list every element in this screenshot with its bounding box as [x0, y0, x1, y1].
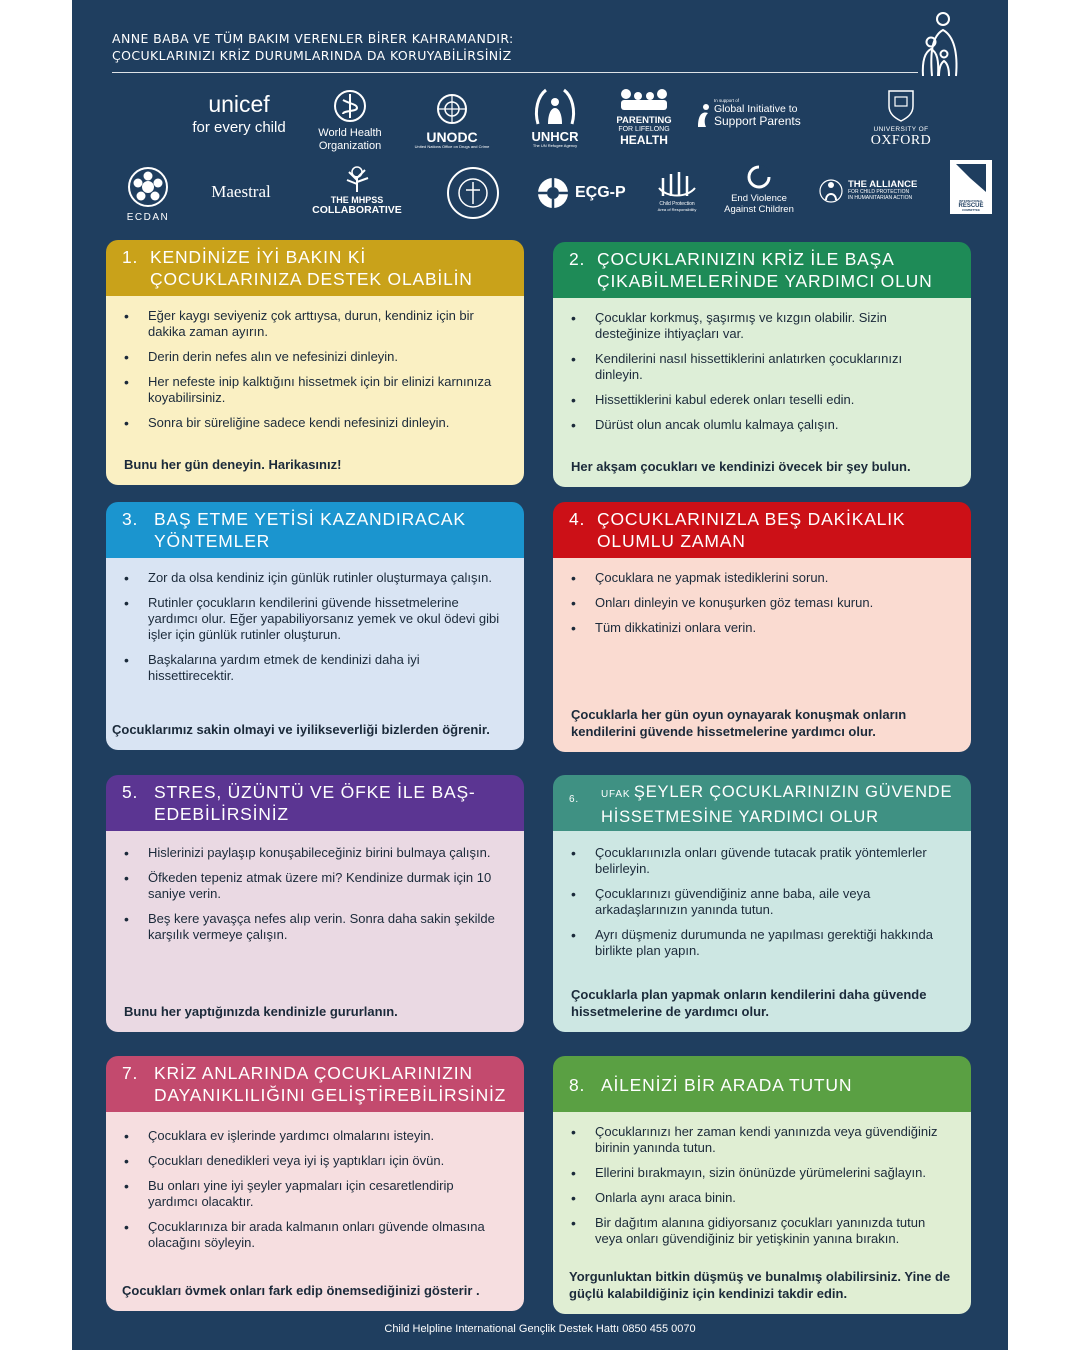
tip-card-2-body	[553, 298, 971, 487]
list-item: • Bir dağıtım alanına gidiyorsanız çocukları yanınızda tutun veya onları güvendiğiniz bir yetişkinin yanına bırakın.	[571, 1215, 953, 1247]
tip-card-1-body	[106, 296, 524, 485]
list-item: • Rutinler çocukların kendilerini güvende hissetmelerine yardımcı olur. Eğer yapabiliyorsanız yemek ve okul ödevi gibi işler için günlük rutinler oluşturun.	[124, 595, 506, 643]
tip-card-5-header	[106, 775, 524, 831]
irc-logo: INTERNATIONAL RESCUE COMMITTEE	[950, 160, 992, 214]
tip-card-1	[106, 240, 524, 485]
tip-card-8	[553, 1056, 971, 1314]
tip-card-6-title	[601, 781, 955, 831]
list-item: • Sonra bir süreliğine sadece kendi nefesinizi dinleyin.	[124, 415, 506, 431]
parenting-for-lifelong-health-logo: PARENTING FOR LIFELONG HEALTH	[614, 88, 674, 147]
tip-card-2	[553, 242, 971, 487]
family-icon	[914, 8, 964, 78]
list-item: • Hislerinizi paylaşıp konuşabileceğiniz birini bulmaya çalışın.	[124, 845, 506, 861]
uskudar-university-logo	[446, 164, 500, 226]
mhpss-tree-icon	[340, 166, 374, 192]
list-item: • Dürüst olun ancak olumlu kalmaya çalışın.	[571, 417, 953, 433]
alliance-figure-icon	[818, 176, 844, 206]
maestral-logo: Maestral	[211, 182, 271, 201]
end-violence-logo: End Violence Against Children	[716, 164, 802, 216]
ecg-p-logo: EÇG-P	[536, 176, 636, 210]
tip-card-4-title: ÇOCUKLARINIZLA BEŞ DAKİKALIK OLUMLU ZAMAN	[597, 509, 906, 551]
tip-card-6-title-prefix: UFAK	[601, 789, 634, 800]
ecdan-logo: ECDAN	[122, 166, 174, 224]
tip-card-6-title-main: ŞEYLER ÇOCUKLARINIZIN GÜVENDE HİSSETMESİNE YARDIMCI OLUR	[601, 783, 953, 826]
ecdan-flower-icon	[127, 166, 169, 208]
list-item: • Hissettiklerini kabul ederek onları teselli edin.	[571, 392, 953, 408]
tip-card-7-body	[106, 1112, 524, 1311]
tip-card-3-number: 3.	[122, 509, 139, 529]
list-item: • Öfkeden tepeniz atmak üzere mi? Kendinize durmak için 10 saniye verin.	[124, 870, 506, 902]
child-protection-figures-icon	[657, 168, 697, 198]
who-emblem-icon	[332, 88, 368, 124]
tip-card-1-title: KENDİNİZE İYİ BAKIN Kİ ÇOCUKLARINIZA DESTEK OLABİLİN	[150, 247, 473, 289]
tip-card-4-number: 4.	[569, 509, 586, 529]
tip-card-7-header	[106, 1056, 524, 1112]
tip-card-3-body	[106, 558, 524, 750]
tip-card-3	[106, 502, 524, 750]
un-emblem-icon	[435, 92, 469, 126]
tip-card-7	[106, 1056, 524, 1311]
tip-card-8-number: 8.	[569, 1075, 586, 1095]
alliance-cpha-logo: THE ALLIANCE FOR CHILD PROTECTION IN HUMANITARIAN ACTION	[818, 176, 938, 206]
list-item: • Çocuklara ev işlerinde yardımcı olmalarını isteyin.	[124, 1128, 506, 1144]
end-violence-circle-icon	[746, 164, 772, 190]
list-item: • Onlarla aynı araca binin.	[571, 1190, 953, 1206]
tip-card-4-header	[553, 502, 971, 558]
list-item: • Zor da olsa kendiniz için günlük rutinler oluşturmaya çalışın.	[124, 570, 506, 586]
tip-card-7-number: 7.	[122, 1063, 139, 1083]
list-item: • Başkalarına yardım etmek de kendinizi daha iyi hissettirecektir.	[124, 652, 506, 684]
tip-card-5-body	[106, 831, 524, 1032]
list-item: • Kendilerini nasıl hissettiklerini anlatırken çocuklarınızı dinleyin.	[571, 351, 953, 383]
who-logo: World Health Organization	[310, 88, 390, 152]
tip-card-3-header	[106, 502, 524, 558]
uskudar-seal-icon	[446, 164, 500, 222]
unodc-logo: UNODC United Nations Office on Drugs and Crime	[412, 92, 492, 149]
list-item: • Çocuklarınızı güvendiğiniz anne baba, aile veya arkadaşlarınızın yanında tutun.	[571, 886, 953, 918]
header-title-line2: ÇOCUKLARINIZI KRİZ DURUMLARINDA DA KORUYABİLİRSİNİZ	[112, 48, 512, 63]
tip-card-6-footer: Çocuklarla plan yapmak onların kendilerini daha güvende hissetmelerine de yardımcı olur.	[571, 987, 927, 1019]
unicef-logo: unicef for every child	[192, 91, 286, 137]
list-item: • Onları dinleyin ve konuşurken göz teması kurun.	[571, 595, 953, 611]
tip-card-3-footer: Çocuklarımız sakin olmayi ve iyilikseverliği bizlerden öğrenir.	[112, 722, 490, 737]
parenting-figures-icon	[618, 88, 670, 112]
list-item: • Beş kere yavaşça nefes alıp verin. Sonra daha sakin şekilde karşılık vermeye çalışın.	[124, 911, 506, 943]
list-item: • Çocuklara ne yapmak istediklerini sorun.	[571, 570, 953, 586]
list-item: • Çocuklarınıza bir arada kalmanın onları güvende olmasına olacağını söyleyin.	[124, 1219, 506, 1251]
tip-card-5-title: STRES, ÜZÜNTÜ VE ÖFKE İLE BAŞ- EDEBİLİRSİNİZ	[154, 782, 476, 824]
global-initiative-figure-icon	[694, 103, 714, 129]
tip-card-8-body	[553, 1112, 971, 1314]
tip-card-5-footer: Bunu her yaptığınızda kendinizle gururlanın.	[124, 1004, 398, 1019]
ecg-p-wheel-icon	[536, 176, 570, 210]
list-item: • Çocuklarınızı her zaman kendi yanınızda veya güvendiğiniz birinin yanında tutun.	[571, 1124, 953, 1156]
list-item: • Ellerini bırakmayın, sizin önünüzde yürümelerini sağlayın.	[571, 1165, 953, 1181]
tip-card-4	[553, 502, 971, 752]
list-item: • Ayrı düşmeniz durumunda ne yapılması gerektiği hakkında birlikte plan yapın.	[571, 927, 953, 959]
tip-card-5-number: 5.	[122, 782, 139, 802]
header-title-line1: ANNE BABA VE TÜM BAKIM VERENLER BİRER KAHRAMANDIR:	[112, 31, 514, 46]
list-item: • Çocuklar korkmuş, şaşırmış ve kızgın olabilir. Sizin desteğinize ihtiyaçları var.	[571, 310, 953, 342]
tip-card-2-title: ÇOCUKLARINIZIN KRİZ İLE BAŞA ÇIKABİLMELERİNDE YARDIMCI OLUN	[597, 249, 933, 291]
tip-card-1-number: 1.	[122, 247, 139, 267]
tip-card-6	[553, 775, 971, 1032]
list-item: • Derin derin nefes alın ve nefesinizi dinleyin.	[124, 349, 506, 365]
list-item: • Çocuklarıınızla onları güvende tutacak pratik yöntemlerler belirleyin.	[571, 845, 953, 877]
tip-card-3-title: BAŞ ETME YETİSİ KAZANDIRACAK YÖNTEMLER	[154, 509, 466, 551]
tip-card-5	[106, 775, 524, 1032]
tip-card-4-footer: Çocuklarla her gün oyun oynayarak konuşmak onların kendilerini güvende hissetmelerine yardımcı olur.	[571, 707, 907, 739]
tip-card-6-header	[553, 775, 971, 831]
child-protection-aor-logo: Child Protection Area of Responsibility	[642, 168, 712, 212]
oxford-logo: UNIVERSITY OF OXFORD	[856, 88, 946, 150]
helpline-footer: Child Helpline International Gençlik Destek Hattı 0850 455 0070	[384, 1323, 696, 1335]
tip-card-6-body	[553, 831, 971, 1032]
list-item: • Çocukları denedikleri veya iyi iş yaptıkları için övün.	[124, 1153, 506, 1169]
tip-card-6-number: 6.	[569, 794, 579, 805]
header	[112, 30, 932, 64]
irc-arrow-icon	[950, 160, 992, 196]
tip-card-8-title: AİLENİZİ BİR ARADA TUTUN	[601, 1075, 853, 1095]
list-item: • Eğer kaygı seviyeniz çok arttıysa, durun, kendiniz için bir dakika zaman ayırın.	[124, 308, 506, 340]
poster	[72, 0, 1008, 1350]
unhcr-hands-icon	[532, 88, 578, 126]
tip-card-1-footer: Bunu her gün deneyin. Harikasınız!	[124, 457, 342, 472]
tip-card-4-body	[553, 558, 971, 752]
list-item: • Her nefeste inip kalktığını hissetmek için bir elinizi karnınıza koyabilirsiniz.	[124, 374, 506, 406]
tip-card-2-number: 2.	[569, 249, 586, 269]
mhpss-collaborative-logo: THE MHPSS COLLABORATIVE	[302, 166, 412, 216]
tip-card-8-header	[553, 1056, 971, 1112]
list-item: • Tüm dikkatinizi onlara verin.	[571, 620, 953, 636]
tip-card-7-footer: Çocukları övmek onları fark edip önemsediğinizi gösterir .	[122, 1283, 480, 1298]
tip-card-8-footer: Yorgunluktan bitkin düşmüş ve bunalmış olabilirsiniz. Yine de güçlü kalabildiğiniz için kendinizi takdir edin.	[569, 1269, 951, 1301]
partner-logos-row-1	[112, 88, 972, 158]
tip-card-2-footer: Her akşam çocukları ve kendinizi övecek bir şey bulun.	[571, 459, 911, 474]
unhcr-logo: UNHCR The UN Refugee Agency	[516, 88, 594, 148]
header-divider	[112, 72, 918, 73]
tip-card-1-header	[106, 240, 524, 296]
list-item: • Bu onları yine iyi şeyler yapmaları için cesaretlendirip yardımcı olacaktır.	[124, 1178, 506, 1210]
oxford-crest-icon	[886, 88, 916, 122]
global-initiative-logo: In support of Global Initiative to Support Parents	[694, 98, 824, 129]
tip-card-7-title: KRİZ ANLARINDA ÇOCUKLARINIZIN DAYANIKLILIĞINI GELİŞTİREBİLİRSİNİZ	[154, 1063, 507, 1105]
tip-card-2-header	[553, 242, 971, 298]
partner-logos-row-2	[112, 160, 984, 230]
